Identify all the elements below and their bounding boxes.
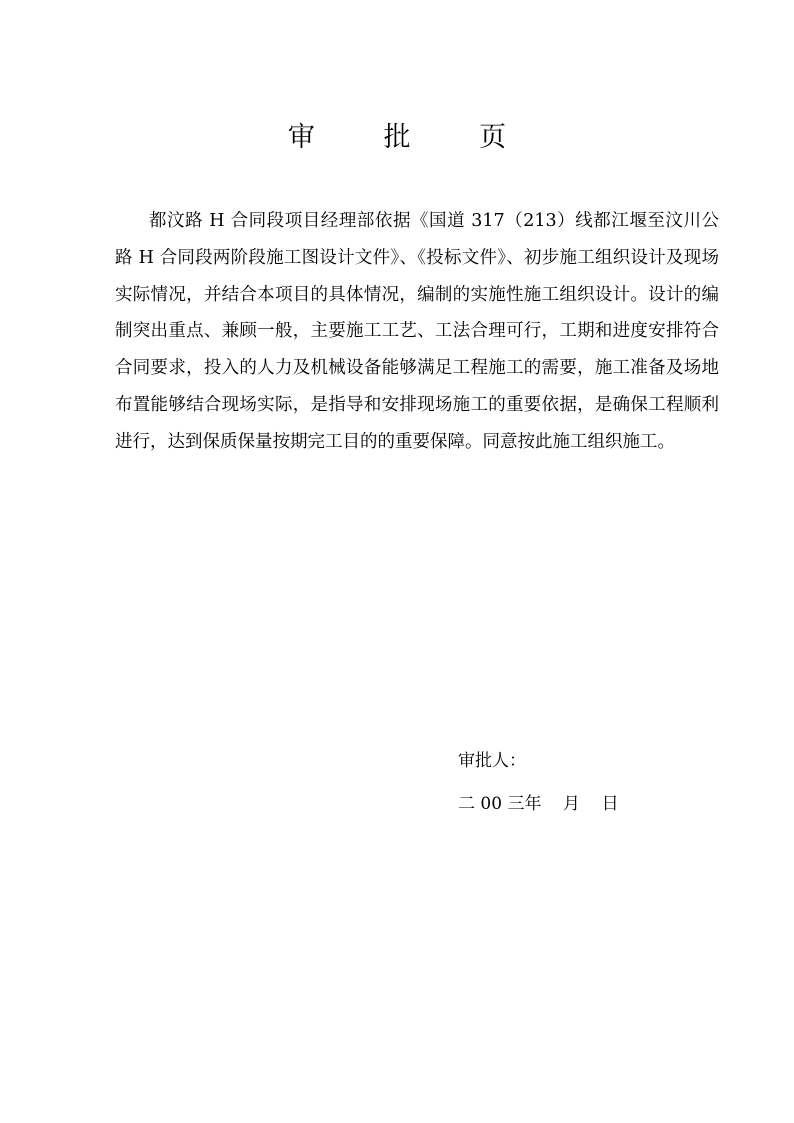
date-line: 二 00 三年 月 日 xyxy=(458,794,619,814)
page-title: 审 批 页 xyxy=(287,122,537,153)
approval-statement: 都汶路 H 合同段项目经理部依据《国道 317（213）线都江堰至汶川公路 H 合同段两阶段施工图设计文件》、《投标文件》、初步施工组织设计及现场实际情况，并结合本项目的具体情况，编制的实施性施工组织设计。设计的编制突出重点、兼顾一般，主要施工工艺、工法合理可行，工期和进度安排符合合同要求，投入的人力及机械设备能够满足工程施工的需要，施工准备及场地布置能够结合现场实际，是指导和安排现场施工的重要依据，是确保工程顺利进行，达到保质保量按期完工目的的重要保障。同意按此施工组织施工。 xyxy=(115,211,719,452)
approver-label: 审批人： xyxy=(458,751,526,771)
